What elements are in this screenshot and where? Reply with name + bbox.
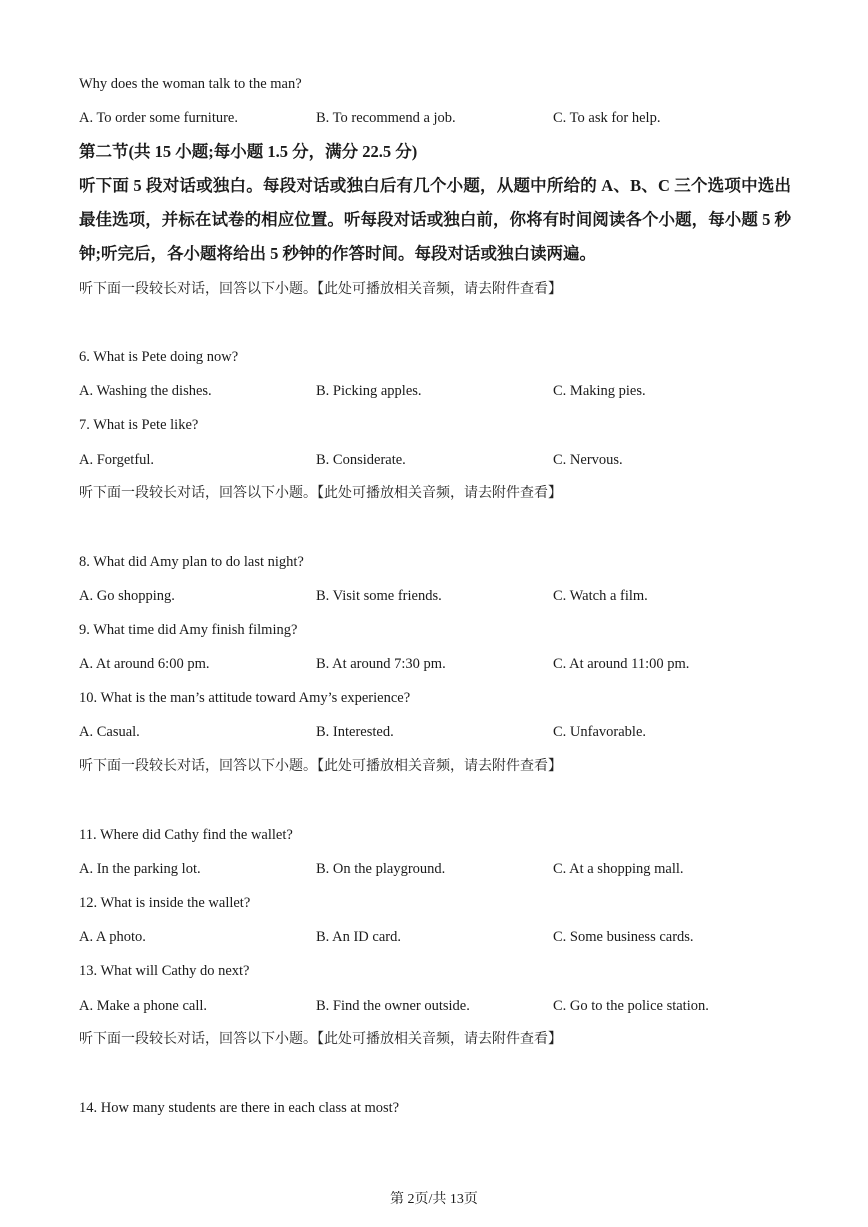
option-a: A. A photo.	[79, 929, 146, 945]
option-b: B. Visit some friends.	[316, 588, 442, 604]
option-a: A. Washing the dishes.	[79, 383, 212, 399]
question-stem: 14. How many students are there in each class at most?	[79, 1100, 400, 1116]
audio-notice: 听下面一段较长对话，回答以下小题。【此处可播放相关音频，请去附件查看】	[79, 758, 562, 774]
option-a: A. At around 6:00 pm.	[79, 656, 210, 672]
page-number: 第 2页/共 13页	[390, 1192, 478, 1207]
question-stem: 11. Where did Cathy find the wallet?	[79, 827, 293, 843]
question-stem: 6. What is Pete doing now?	[79, 349, 239, 365]
option-b: B. On the playground.	[316, 861, 446, 877]
question-stem: 12. What is inside the wallet?	[79, 895, 251, 911]
option-c: C. Go to the police station.	[553, 998, 709, 1014]
option-b: B. Considerate.	[316, 452, 406, 468]
audio-notice: 听下面一段较长对话，回答以下小题。【此处可播放相关音频，请去附件查看】	[79, 485, 562, 501]
option-a: A. To order some furniture.	[79, 110, 238, 126]
section-instructions: 听下面 5 段对话或独白。每段对话或独白后有几个小题，从题中所给的 A、B、C 三个选项中选出最佳选项，并标在试卷的相应位置。听每段对话或独白前，你将有时间阅读各个小题，每小题 5 秒钟;听完后，各小题将给出 5 秒钟的作答时间。每段对话或独白读两遍。	[79, 176, 791, 263]
question-stem: 7. What is Pete like?	[79, 417, 199, 433]
section-heading: 第二节(共 15 小题;每小题 1.5 分，满分 22.5 分)	[79, 142, 418, 161]
option-a: A. Make a phone call.	[79, 998, 208, 1014]
option-b: B. Picking apples.	[316, 383, 422, 399]
option-c: C. To ask for help.	[553, 110, 661, 126]
question-stem: 13. What will Cathy do next?	[79, 963, 250, 979]
question-stem: Why does the woman talk to the man?	[79, 76, 302, 92]
option-b: B. An ID card.	[316, 929, 401, 945]
option-b: B. To recommend a job.	[316, 110, 456, 126]
option-a: A. Casual.	[79, 724, 140, 740]
option-a: A. Go shopping.	[79, 588, 175, 604]
option-c: C. At around 11:00 pm.	[553, 656, 690, 672]
question-stem: 8. What did Amy plan to do last night?	[79, 554, 304, 570]
option-c: C. At a shopping mall.	[553, 861, 684, 877]
option-a: A. In the parking lot.	[79, 861, 201, 877]
option-b: B. At around 7:30 pm.	[316, 656, 446, 672]
option-a: A. Forgetful.	[79, 452, 155, 468]
option-b: B. Find the owner outside.	[316, 998, 470, 1014]
option-c: C. Nervous.	[553, 452, 623, 468]
option-c: C. Some business cards.	[553, 929, 694, 945]
option-b: B. Interested.	[316, 724, 394, 740]
option-c: C. Watch a film.	[553, 588, 648, 604]
question-stem: 10. What is the man’s attitude toward Amy’s experience?	[79, 690, 411, 706]
audio-notice: 听下面一段较长对话，回答以下小题。【此处可播放相关音频，请去附件查看】	[79, 1031, 562, 1047]
option-c: C. Making pies.	[553, 383, 646, 399]
audio-notice: 听下面一段较长对话，回答以下小题。【此处可播放相关音频，请去附件查看】	[79, 281, 562, 297]
question-stem: 9. What time did Amy finish filming?	[79, 622, 298, 638]
option-c: C. Unfavorable.	[553, 724, 647, 740]
